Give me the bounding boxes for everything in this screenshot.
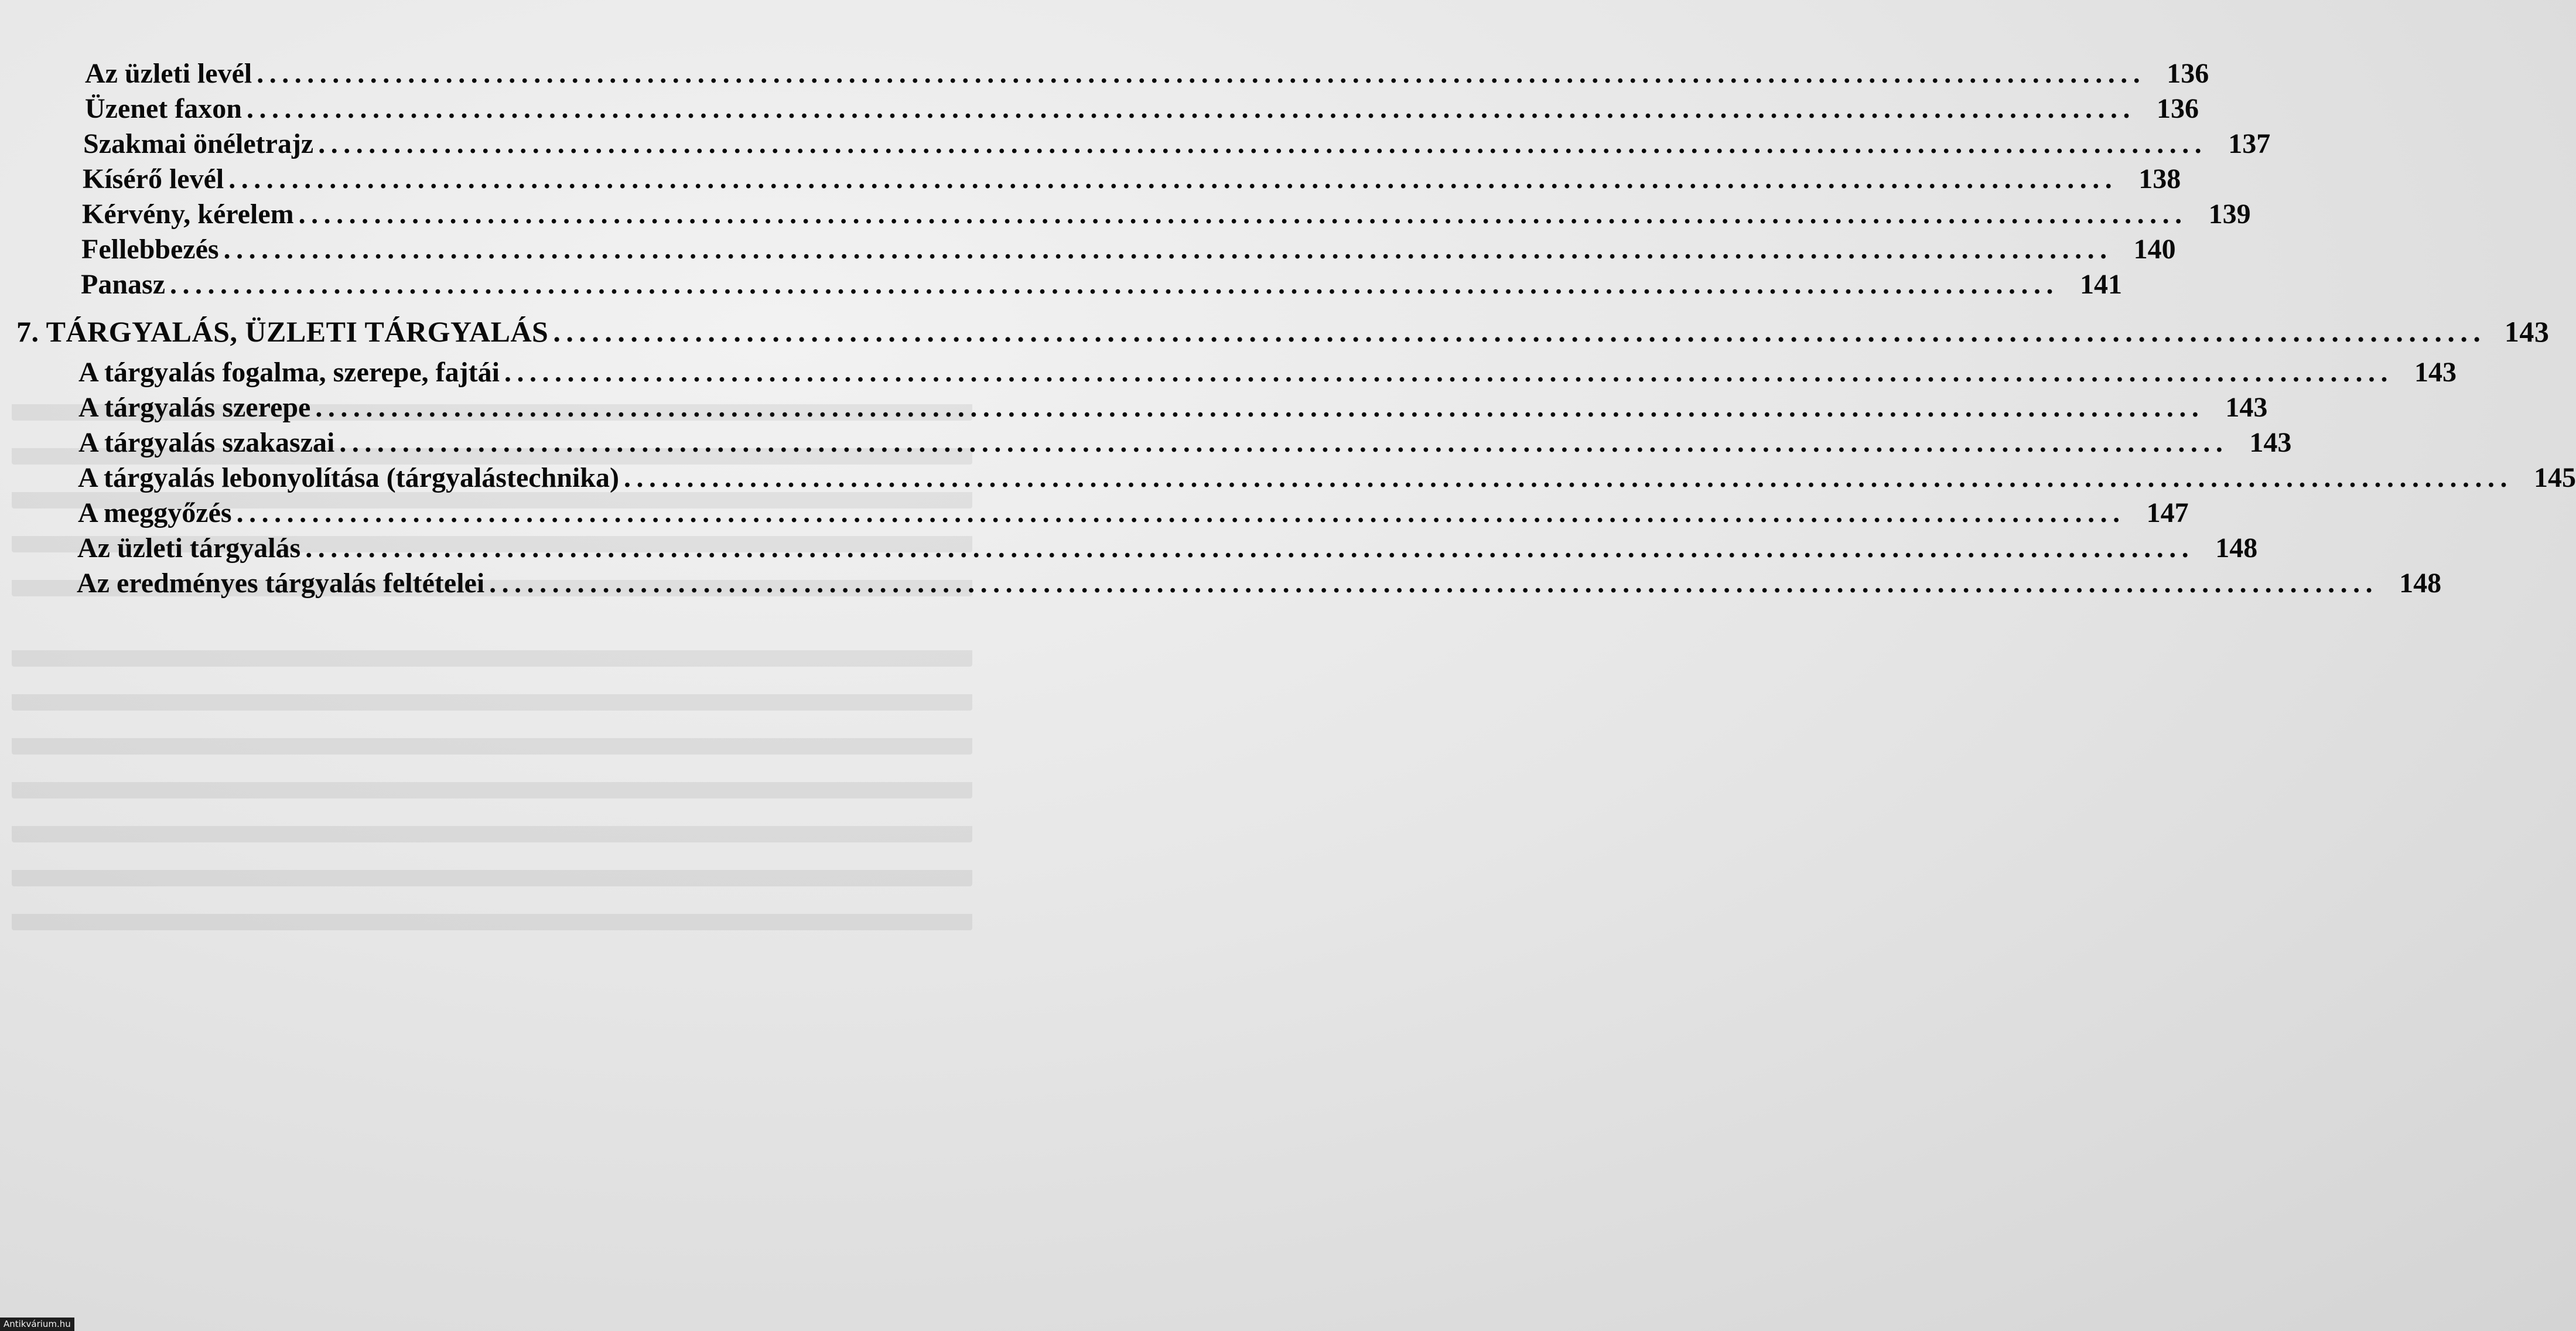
toc-leader-dots: ...................................................................................................................................................... bbox=[170, 269, 2059, 300]
toc-entry-page: 136 bbox=[2167, 58, 2209, 89]
toc-entry-page: 137 bbox=[2228, 128, 2271, 159]
toc-entry-page: 143 bbox=[2414, 357, 2457, 388]
toc-entry-page: 143 bbox=[2225, 392, 2268, 423]
toc-entry-page: 138 bbox=[2138, 163, 2181, 194]
toc-entry-title: 7. TÁRGYALÁS, ÜZLETI TÁRGYALÁS bbox=[16, 315, 549, 348]
toc-leader-dots: ...................................................................................................................................................... bbox=[298, 199, 2188, 230]
toc-entry-title: Az üzleti tárgyalás bbox=[77, 533, 301, 564]
toc-leader-dots: ...................................................................................................................................................... bbox=[489, 568, 2379, 599]
toc-entry bbox=[83, 128, 2271, 161]
toc-leader-dots: ...................................................................................................................................................... bbox=[257, 58, 2146, 89]
toc-entry bbox=[81, 268, 2122, 301]
toc-leader-dots: ...................................................................................................................................................... bbox=[223, 234, 2113, 265]
toc-leader-dots: ...................................................................................................................................................... bbox=[315, 392, 2205, 423]
toc-entry-page: 143 bbox=[2249, 427, 2292, 458]
toc-entry-title: Az eredményes tárgyalás feltételei bbox=[77, 568, 485, 599]
toc-entry bbox=[77, 567, 2442, 600]
toc-entry bbox=[78, 426, 2292, 459]
toc-entry-page: 139 bbox=[2208, 199, 2251, 230]
toc-entry bbox=[78, 497, 2189, 530]
toc-entry-title: Szakmai önéletrajz bbox=[83, 128, 314, 159]
toc-entry bbox=[77, 532, 2258, 565]
toc-entry-title: Kísérő levél bbox=[83, 163, 224, 194]
toc-entry-title: Panasz bbox=[81, 269, 165, 300]
toc-entry-page: 136 bbox=[2156, 93, 2199, 124]
toc-entry-page: 141 bbox=[2080, 269, 2122, 300]
toc-leader-dots: ...................................................................................................................................................... bbox=[623, 462, 2513, 493]
toc-entry bbox=[85, 57, 2209, 90]
toc-entry-title: Az üzleti levél bbox=[85, 58, 252, 89]
watermark-label: Antikvárium.hu bbox=[0, 1318, 74, 1331]
toc-entry-title: Üzenet faxon bbox=[85, 93, 242, 124]
toc-chapter-heading bbox=[16, 315, 2550, 348]
toc-entry-page: 145 bbox=[2533, 462, 2576, 493]
toc-leader-dots: ...................................................................................................................................................... bbox=[246, 93, 2136, 124]
toc-leader-dots: ...................................................................................................................................................... bbox=[339, 427, 2229, 458]
toc-leader-dots: ...................................................................................................................................................... bbox=[553, 315, 2486, 348]
toc-leader-dots: ...................................................................................................................................................... bbox=[504, 357, 2393, 388]
toc-entry-title: A meggyőzés bbox=[78, 497, 232, 528]
toc-entry bbox=[83, 163, 2181, 196]
toc-leader-dots: ...................................................................................................................................................... bbox=[318, 128, 2208, 159]
toc-entry-title: A tárgyalás lebonyolítása (tárgyalástechnika) bbox=[78, 462, 619, 493]
toc-entry-page: 143 bbox=[2504, 315, 2550, 348]
toc-leader-dots: ...................................................................................................................................................... bbox=[228, 163, 2118, 194]
toc-entry bbox=[85, 93, 2199, 125]
toc-entry-page: 148 bbox=[2399, 568, 2442, 599]
toc-entry bbox=[78, 391, 2268, 424]
toc-entry bbox=[82, 198, 2251, 231]
toc-entry bbox=[81, 233, 2176, 266]
toc-entry-title: A tárgyalás szerepe bbox=[78, 392, 311, 423]
toc-leader-dots: ...................................................................................................................................................... bbox=[305, 533, 2195, 564]
toc-leader-dots: ...................................................................................................................................................... bbox=[236, 497, 2126, 528]
toc-entry-page: 148 bbox=[2215, 533, 2258, 564]
toc-entry-title: A tárgyalás fogalma, szerepe, fajtái bbox=[78, 357, 500, 388]
toc-entry-title: Kérvény, kérelem bbox=[82, 199, 294, 230]
toc-entry-page: 147 bbox=[2146, 497, 2189, 528]
toc-entry-title: A tárgyalás szakaszai bbox=[78, 427, 335, 458]
toc-entry-title: Fellebbezés bbox=[81, 234, 219, 265]
toc-entry-page: 140 bbox=[2133, 234, 2176, 265]
toc-entry bbox=[78, 462, 2576, 494]
toc-entry bbox=[78, 356, 2457, 389]
